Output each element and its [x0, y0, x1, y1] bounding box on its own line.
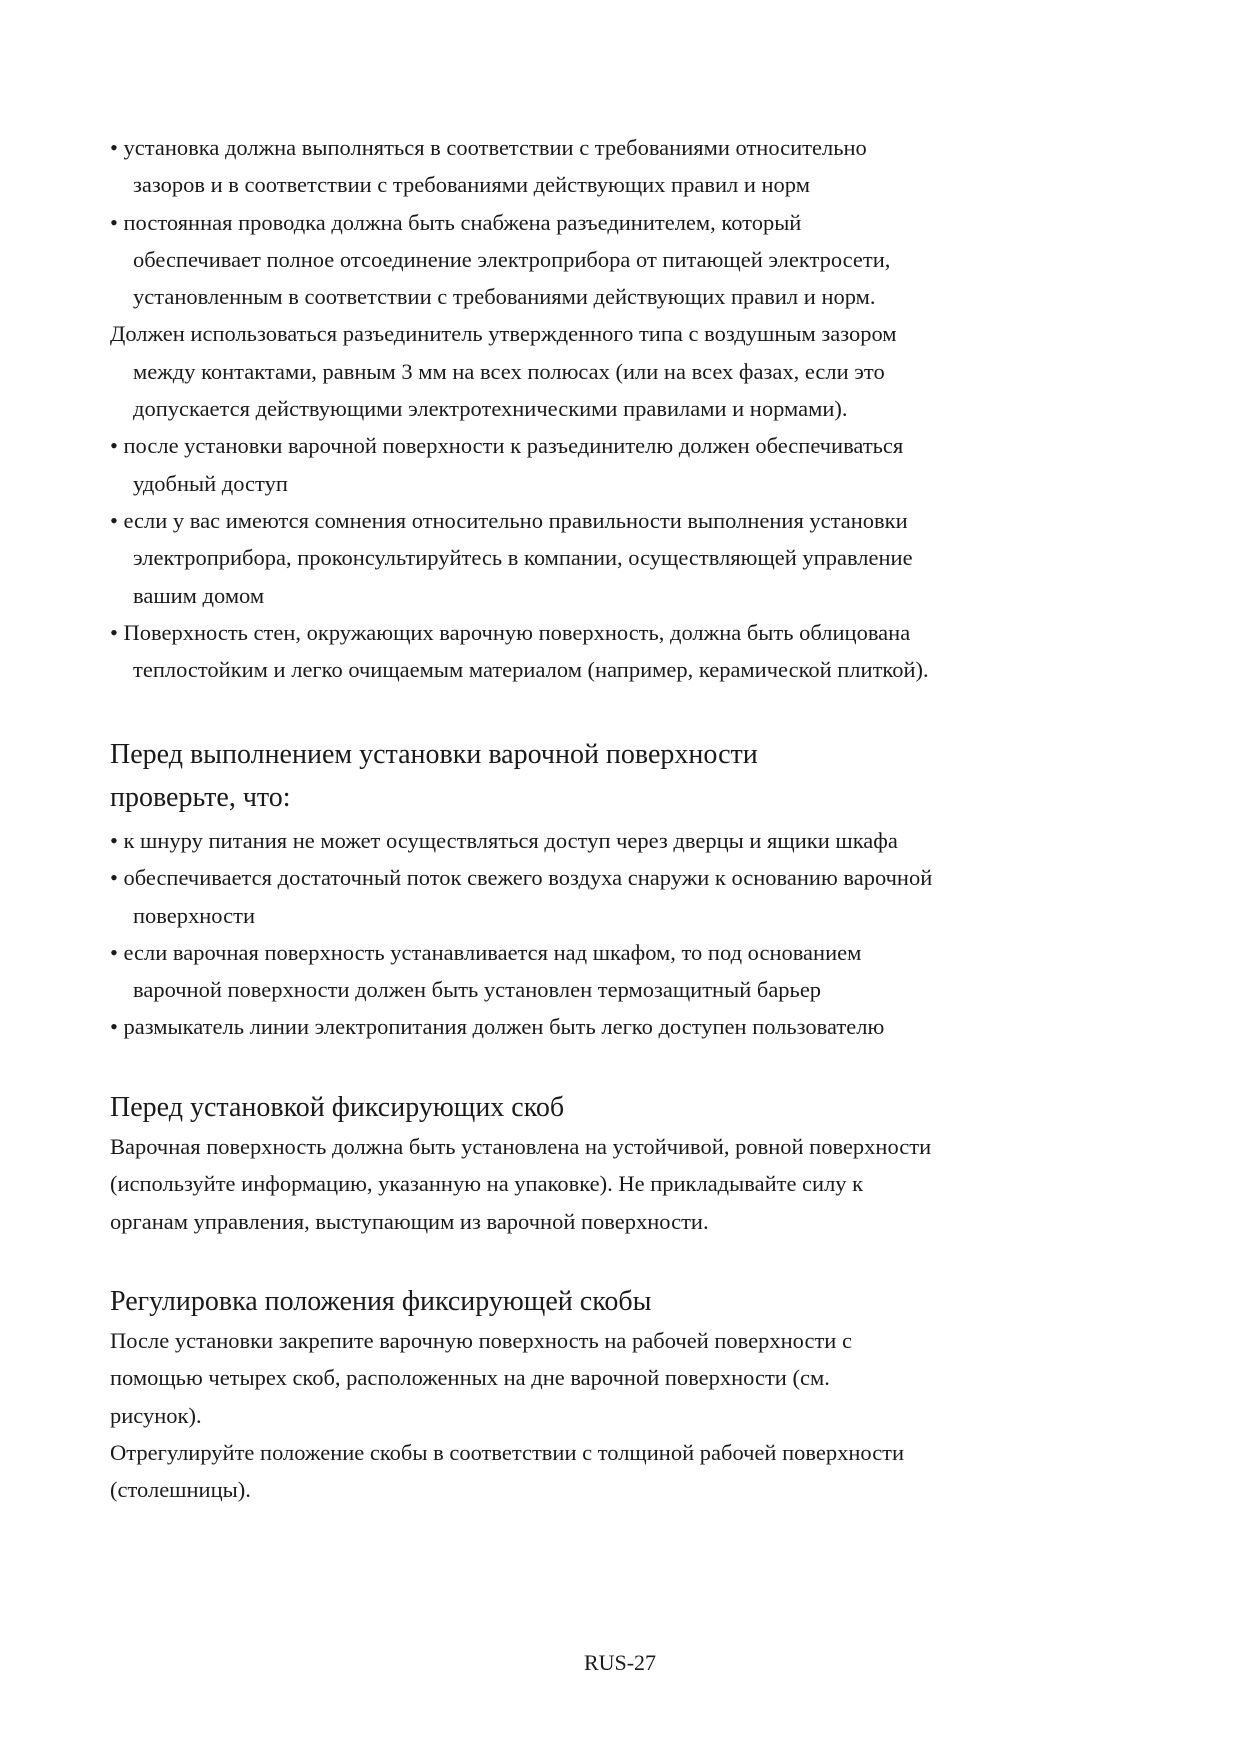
text-line: рисунок). — [110, 1402, 202, 1428]
text-line: теплостойким и легко очищаемым материалом (например, керамической плиткой). — [133, 657, 929, 683]
text-line: Варочная поверхность должна быть установлена на устойчивой, ровной поверхности — [110, 1134, 932, 1159]
text-line: варочной поверхности должен быть установлен термозащитный барьер — [133, 977, 822, 1003]
text-line: электроприбора, проконсультируйтесь в компании, осуществляющей управление — [133, 545, 913, 571]
section-heading-before-install — [110, 733, 1110, 819]
text-line: После установки закрепите варочную поверхность на рабочей поверхности с — [110, 1328, 852, 1353]
text-line: между контактами, равным 3 мм на всех полюсах (или на всех фазах, если это — [133, 358, 885, 384]
text-line: помощью четырех скоб, расположенных на дне варочной поверхности (см. — [110, 1365, 830, 1391]
text-line: поверхности — [133, 902, 255, 928]
text-line: органам управления, выступающим из варочной поверхности. — [110, 1208, 709, 1234]
text-line: • постоянная проводка должна быть снабжена разъединителем, который — [110, 209, 802, 235]
bracket-adjust-paragraph — [110, 1322, 1110, 1508]
text-line: Должен использоваться разъединитель утвержденного типа с воздушным зазором — [110, 321, 897, 347]
text-line: (используйте информацию, указанную на упаковке). Не прикладывайте силу к — [110, 1171, 864, 1197]
text-line: • установка должна выполняться в соответствии с требованиями относительно — [110, 135, 867, 160]
pre-install-checklist — [110, 822, 1110, 1046]
text-line: • к шнуру питания не может осуществляться доступ через дверцы и ящики шкафа — [110, 828, 898, 853]
heading-line: Перед выполнением установки варочной поверхности — [110, 739, 758, 770]
brackets-paragraph — [110, 1128, 1110, 1240]
text-line: • если варочная поверхность устанавливается над шкафом, то под основанием — [110, 939, 862, 965]
text-line: • размыкатель линии электропитания должен быть легко доступен пользователю — [110, 1014, 885, 1040]
heading-text: Перед установкой фиксирующих скоб — [110, 1092, 565, 1123]
text-line: • Поверхность стен, окружающих варочную поверхность, должна быть облицована — [110, 619, 911, 645]
text-line: вашим домом — [133, 582, 265, 608]
section-heading-bracket-adjust — [110, 1280, 1110, 1323]
text-line: зазоров и в соответствии с требованиями действующих правил и норм — [133, 172, 810, 198]
text-line: (столешницы). — [110, 1477, 251, 1503]
page-number: RUS-27 — [583, 1650, 657, 1675]
text-line: • после установки варочной поверхности к разъединителю должен обеспечиваться — [110, 433, 904, 459]
text-line: удобный доступ — [133, 470, 288, 496]
heading-line: проверьте, что: — [110, 782, 291, 813]
text-line: допускается действующими электротехническими правилами и нормами). — [133, 396, 848, 422]
text-line: • если у вас имеются сомнения относительно правильности выполнения установки — [110, 507, 908, 533]
text-line: обеспечивает полное отсоединение электроприбора от питающей электросети, — [133, 246, 891, 272]
heading-text: Регулировка положения фиксирующей скобы — [110, 1286, 652, 1317]
section-heading-brackets — [110, 1086, 1110, 1129]
installation-requirements-list — [110, 129, 1110, 688]
text-line: Отрегулируйте положение скобы в соответствии с толщиной рабочей поверхности — [110, 1439, 905, 1465]
text-line: установленным в соответствии с требованиями действующих правил и норм. — [133, 284, 876, 310]
text-line: • обеспечивается достаточный поток свежего воздуха снаружи к основанию варочной — [110, 865, 933, 891]
